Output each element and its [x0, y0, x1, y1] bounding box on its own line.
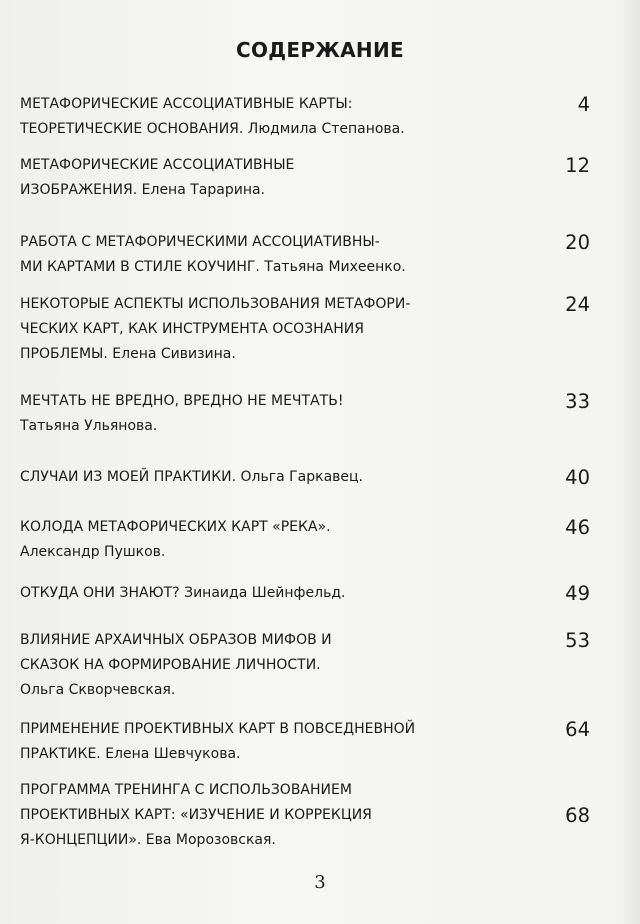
toc-entry [20, 153, 612, 203]
contents-heading: СОДЕРЖАНИЕ [236, 38, 404, 62]
toc-entry-text-line: РАБОТА С МЕТАФОРИЧЕСКИМИ АССОЦИАТИВНЫ- [20, 234, 380, 250]
toc-entry-text-line: СЛУЧАИ ИЗ МОЕЙ ПРАКТИКИ. Ольга Гаркавец. [20, 469, 364, 485]
toc-entry [20, 628, 612, 703]
toc-entry-page-number: 40 [565, 466, 590, 489]
toc-entry-text-line: Ольга Скворчевская. [20, 682, 176, 698]
toc-entry-text-line: НЕКОТОРЫЕ АСПЕКТЫ ИСПОЛЬЗОВАНИЯ МЕТАФОРИ- [20, 296, 411, 312]
toc-entry [20, 92, 612, 142]
toc-entry [20, 465, 612, 490]
toc-entry [20, 717, 612, 767]
toc-entry-page-number: 49 [565, 582, 590, 605]
toc-entry-page-number: 33 [565, 390, 590, 413]
toc-entry-text-line: Татьяна Ульянова. [20, 418, 158, 434]
toc-entry-text-line: ПРОБЛЕМЫ. Елена Сивизина. [20, 346, 236, 362]
toc-entry-text-line: ПРАКТИКЕ. Елена Шевчукова. [20, 746, 241, 762]
toc-entry-page-number: 4 [577, 93, 590, 116]
toc-entry-text-line: МЕТАФОРИЧЕСКИЕ АССОЦИАТИВНЫЕ [20, 157, 295, 173]
toc-entry [20, 389, 612, 439]
toc-entry-page-number: 46 [565, 516, 590, 539]
toc-entry-page-number: 24 [565, 293, 590, 316]
toc-entry [20, 230, 612, 280]
page-number: 3 [314, 872, 326, 893]
toc-entry-text-line: ИЗОБРАЖЕНИЯ. Елена Тарарина. [20, 182, 265, 198]
toc-entry-text-line: МИ КАРТАМИ В СТИЛЕ КОУЧИНГ. Татьяна Михеенко. [20, 259, 406, 275]
toc-entry-text-line: МЕТАФОРИЧЕСКИЕ АССОЦИАТИВНЫЕ КАРТЫ: [20, 96, 353, 112]
toc-entry-text-line: Александр Пушков. [20, 544, 166, 560]
toc-entry-text-line: ТЕОРЕТИЧЕСКИЕ ОСНОВАНИЯ. Людмила Степанова. [20, 121, 405, 137]
toc-entry-text-line: КОЛОДА МЕТАФОРИЧЕСКИХ КАРТ «РЕКА». [20, 519, 331, 535]
toc-entry-text-line: МЕЧТАТЬ НЕ ВРЕДНО, ВРЕДНО НЕ МЕЧТАТЬ! [20, 393, 344, 409]
toc-entry [20, 292, 612, 367]
toc-entry-page-number: 12 [565, 154, 590, 177]
toc-entry-text-line: Я-КОНЦЕПЦИИ». Ева Морозовская. [20, 832, 276, 848]
toc-entry [20, 515, 612, 565]
page-edge-shadow [618, 0, 640, 924]
toc-entry-page-number: 64 [565, 718, 590, 741]
toc-entry-text-line: СКАЗОК НА ФОРМИРОВАНИЕ ЛИЧНОСТИ. [20, 657, 321, 673]
toc-entry-text-line: ПРОЕКТИВНЫХ КАРТ: «ИЗУЧЕНИЕ И КОРРЕКЦИЯ [20, 807, 372, 823]
toc-entry-text-line: ВЛИЯНИЕ АРХАИЧНЫХ ОБРАЗОВ МИФОВ И [20, 632, 332, 648]
toc-entry-text-line: ПРОГРАММА ТРЕНИНГА С ИСПОЛЬЗОВАНИЕМ [20, 782, 352, 798]
toc-entry-text-line: ЧЕСКИХ КАРТ, КАК ИНСТРУМЕНТА ОСОЗНАНИЯ [20, 321, 364, 337]
toc-entry-page-number: 53 [565, 629, 590, 652]
toc-entry-page-number: 68 [565, 804, 590, 827]
toc-entry-page-number: 20 [565, 231, 590, 254]
toc-entry [20, 778, 612, 853]
toc-entry-text-line: ОТКУДА ОНИ ЗНАЮТ? Зинаида Шейнфельд. [20, 585, 346, 601]
toc-entry [20, 581, 612, 606]
toc-entry-text-line: ПРИМЕНЕНИЕ ПРОЕКТИВНЫХ КАРТ В ПОВСЕДНЕВНОЙ [20, 721, 416, 737]
